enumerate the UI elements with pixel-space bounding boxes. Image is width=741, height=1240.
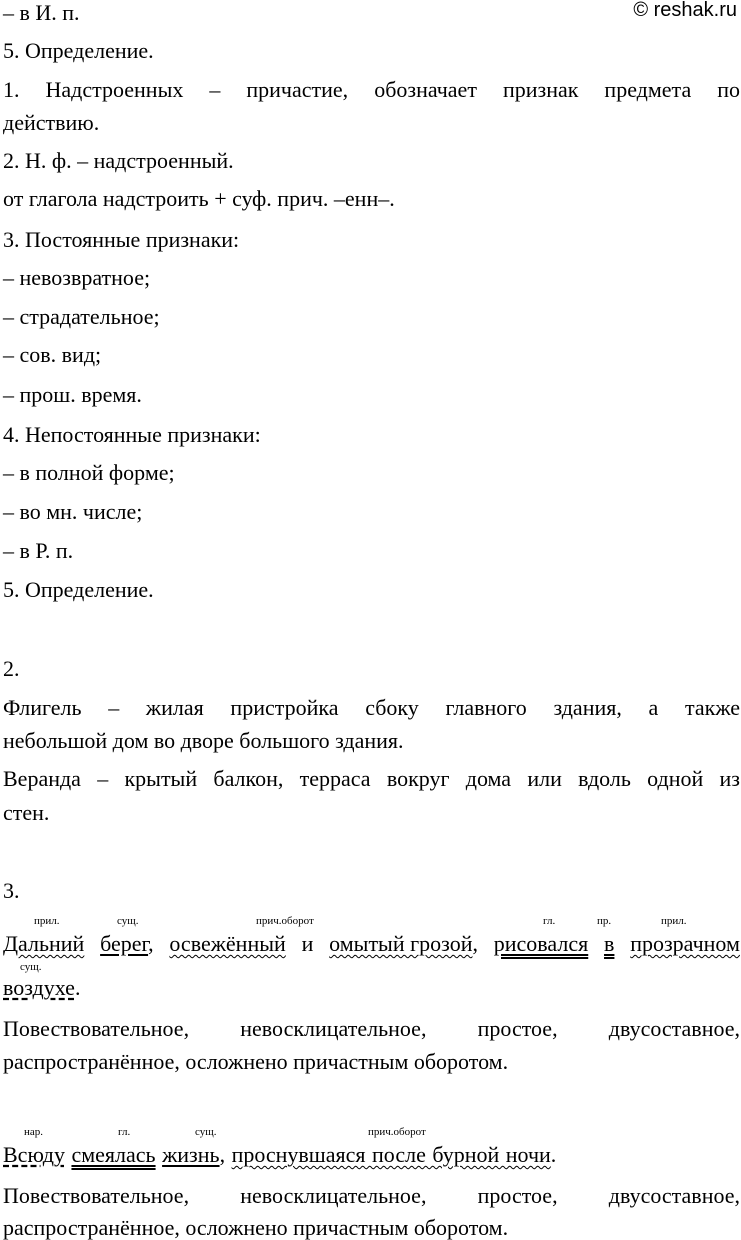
word: Всюду (3, 1142, 65, 1167)
text-line: – сов. вид; (3, 342, 102, 367)
text-line: распространённое, осложнено причастным оборотом. (3, 1049, 509, 1074)
pos-tag: прич.оборот (368, 1126, 426, 1138)
pos-tag: сущ. (117, 915, 139, 927)
pos-tag: сущ. (20, 961, 42, 973)
word: Дальний (3, 931, 85, 956)
text-line: Веранда – крытый балкон, терраса вокруг дома или вдоль одной из (3, 766, 740, 791)
watermark: © reshak.ru (633, 0, 737, 21)
text-line: Повествовательное, невосклицательное, простое, двусоставное, (3, 1183, 740, 1208)
word: в (604, 931, 615, 956)
word: и (301, 931, 314, 956)
word: берег (100, 931, 149, 956)
text-line: – во мн. числе; (3, 499, 143, 524)
text-line: 1. Надстроенных – причастие, обозначает признак предмета по (3, 77, 740, 102)
word: проснувшаяся после бурной ночи (231, 1142, 551, 1167)
text-line: 5. Определение. (3, 577, 154, 602)
text-line: от глагола надстроить + суф. прич. –енн–. (3, 186, 395, 211)
punct: , (472, 931, 478, 956)
punct: , (219, 1142, 226, 1167)
word: омытый грозой (329, 931, 473, 956)
text-line: небольшой дом во дворе большого здания. (3, 728, 404, 753)
text-line: 3. Постоянные признаки: (3, 227, 240, 252)
pos-tag: прил. (34, 915, 60, 927)
parsed-sentence-line (3, 933, 740, 955)
text-line: – невозвратное; (3, 265, 151, 290)
word: рисовался (493, 931, 589, 956)
text-line: – прош. время. (3, 382, 142, 407)
pos-tag: прил. (661, 915, 687, 927)
word: прозрачном (630, 931, 740, 956)
punct: , (148, 931, 154, 956)
text-line: Флигель – жилая пристройка сбоку главного здания, а также (3, 695, 740, 720)
pos-tag: гл. (118, 1126, 131, 1138)
punct: . (74, 975, 81, 1000)
text-line: действию. (3, 110, 100, 135)
text-line: Повествовательное, невосклицательное, простое, двусоставное, (3, 1016, 740, 1041)
text-line: 4. Непостоянные признаки: (3, 422, 261, 447)
word: воздухе (3, 975, 75, 1000)
punct: . (550, 1142, 557, 1167)
text-line: распространённое, осложнено причастным оборотом. (3, 1215, 509, 1240)
pos-tag: пр. (597, 915, 612, 927)
text-line: 2. Н. ф. – надстроенный. (3, 148, 234, 173)
word: смеялась (71, 1142, 156, 1167)
text-line: – в Р. п. (3, 538, 74, 563)
word: освежённый (169, 931, 286, 956)
section-number: 3. (3, 878, 20, 903)
text-line: – в полной форме; (3, 460, 175, 485)
text-line: 5. Определение. (3, 38, 154, 63)
pos-tag: гл. (543, 915, 556, 927)
pos-tag: сущ. (195, 1126, 217, 1138)
pos-tag: прич.оборот (256, 915, 314, 927)
text-line: – в И. п. (3, 0, 80, 25)
section-number: 2. (3, 656, 20, 681)
word: жизнь (162, 1142, 220, 1167)
parsed-sentence-line (3, 977, 80, 999)
parsed-sentence-line (3, 1144, 556, 1166)
text-line: стен. (3, 800, 50, 825)
pos-tag: нар. (24, 1126, 44, 1138)
text-line: – страдательное; (3, 304, 160, 329)
